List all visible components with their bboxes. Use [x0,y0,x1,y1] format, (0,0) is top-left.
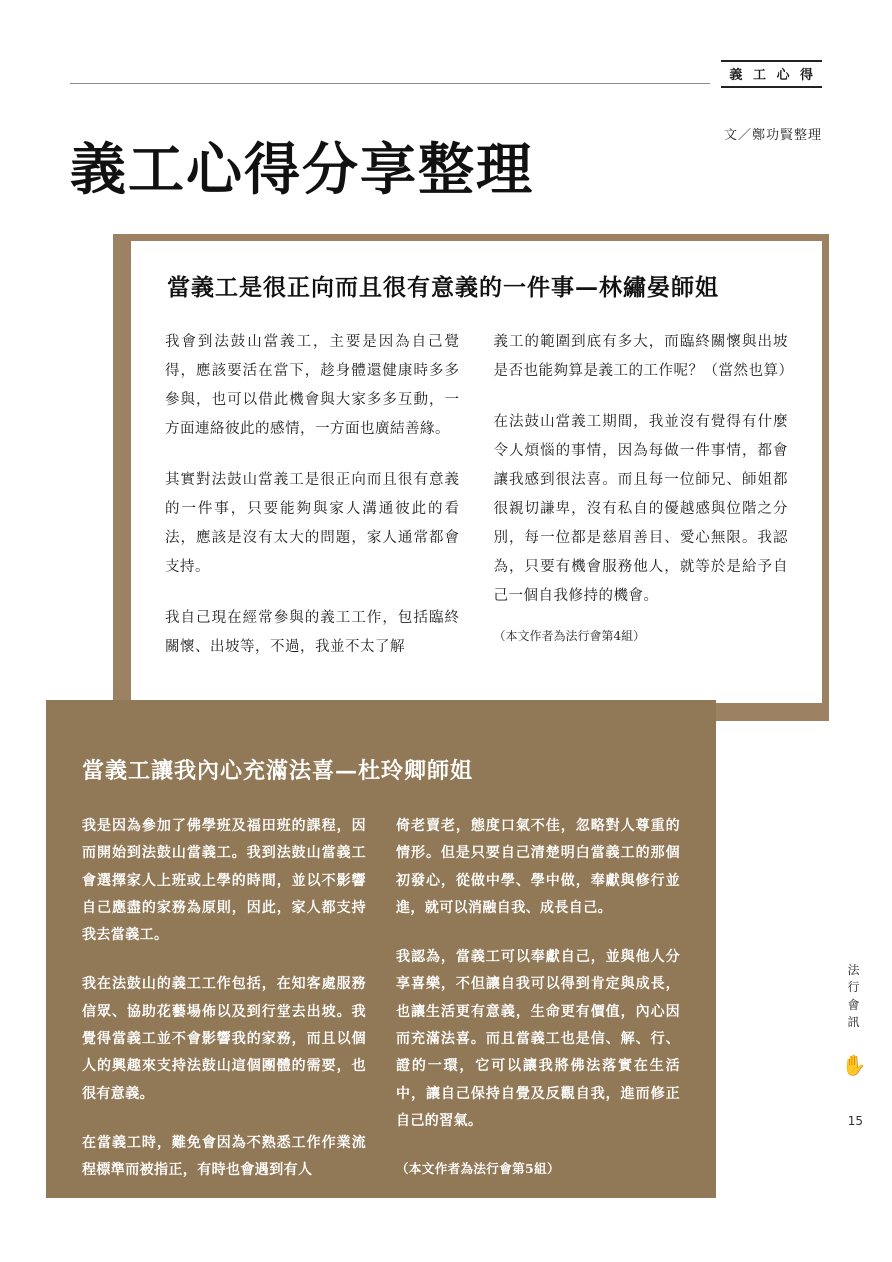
header-divider [70,83,710,84]
article-two-column-left [82,813,366,1207]
paragraph: 我在法鼓山的義工工作包括，在知客處服務信眾、協助花藝場佈以及到行堂去出坡。我覺得當義工並不會影響我的家務，而且以個人的興趣來支持法鼓山這個團體的需要，也很有意義。 [82,976,366,1102]
article-one-heading: 當義工是很正向而且很有意義的一件事—林繡晏師姐 [167,274,719,301]
paragraph: 我自己現在經常參與的義工工作，包括臨終關懷、出坡等，不過，我並不太了解 [165,610,460,655]
article-one-source-note: （本文作者為法行會第4組） [493,629,646,643]
article-two-columns [82,813,680,1207]
article-two-heading: 當義工讓我內心充滿法喜—杜玲卿師姐 [82,758,474,784]
article-one-frame [113,234,829,721]
page-number: 15 [847,1114,863,1128]
paragraph: 倚老賣老，態度口氣不佳，忽略對人尊重的情形。但是只要自己清楚明白當義工的那個初發心，從做中學、學中做，奉獻與修行並進，就可以消融自我、成長自己。 [396,818,680,916]
article-two-card [46,700,716,1198]
paragraph: 我會到法鼓山當義工，主要是因為自己覺得，應該要活在當下，趁身體還健康時多多參與，也可以借此機會與大家多多互動，一方面連絡彼此的感情，一方面也廣結善緣。 [165,334,460,437]
paragraph: 在法鼓山當義工期間，我並沒有覺得有什麼令人煩惱的事情，因為每做一件事情，都會讓我感到很法喜。而且每一位師兄、師姐都很親切謙卑，沒有私自的優越感與位階之分別，每一位都是慈眉善目、愛心無限。我認為，只要有機會服務他人，就等於是給予自己一個自我修持的機會。 [493,414,788,604]
section-tag: 義 工 心 得 [721,60,822,88]
paragraph: 我是因為參加了佛學班及福田班的課程，因而開始到法鼓山當義工。我到法鼓山當義工會選擇家人上班或上學的時間，並以不影響自己應盡的家務為原則，因此，家人都支持我去當義工。 [82,818,366,944]
paragraph: 其實對法鼓山當義工是很正向而且很有意義的一件事，只要能夠與家人溝通彼此的看法，應該是沒有太大的問題，家人通常都會支持。 [165,472,460,575]
paragraph: 在當義工時，難免會因為不熟悉工作作業流程標準而被指正，有時也會遇到有人 [82,1134,366,1179]
article-one-columns [165,328,794,684]
paragraph: 義工的範圍到底有多大，而臨終關懷與出坡是否也能夠算是義工的工作呢？（當然也算） [493,334,794,379]
hand-icon: ✋ [841,1053,867,1077]
paragraph: 我認為，當義工可以奉獻自己，並與他人分享喜樂，不但讓自我可以得到肯定與成長，也讓生活更有意義，生命更有價值，內心因而充滿法喜。而且當義工也是信、解、行、證的一環，它可以讓我將佛法落實在生活中，讓自己保持自覺及反觀自我，進而修正自己的習氣。 [396,949,680,1129]
article-two-source-note: （本文作者為法行會第5組） [396,1161,560,1177]
publication-name-vertical: 法行會訊 [847,963,861,1030]
byline: 文／鄭功賢整理 [723,128,822,143]
article-one-column-left [165,328,460,684]
article-two-column-right [396,813,680,1207]
article-one-card [131,241,822,703]
article-one-column-right [493,328,794,684]
page-title: 義工心得分享整理 [70,136,534,203]
